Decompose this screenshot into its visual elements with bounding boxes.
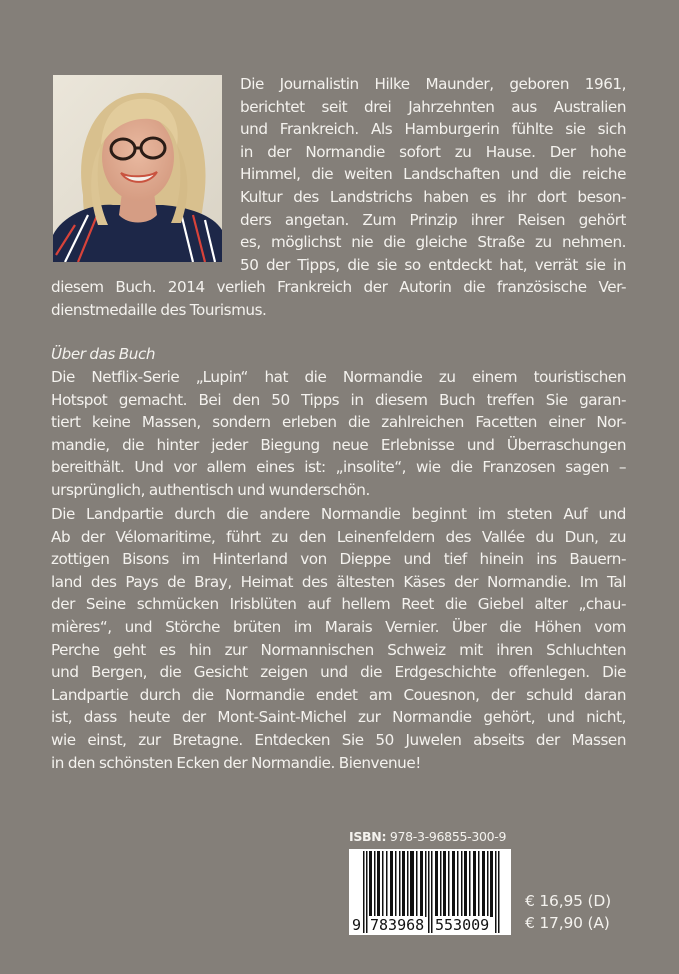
author-bio — [240, 73, 626, 276]
barcode-lead-digit: 9 — [352, 916, 362, 934]
paragraph-line: Perche geht es hin zur Normannischen Schweiz mit ihren Schluchten — [51, 640, 626, 659]
paragraph-line: der Seine schmücken Irisblüten auf hellem Reet die Giebel alter „chau- — [51, 595, 626, 614]
paragraph-line: bereithält. Und vor allem eines ist: „insolite“, wie die Franzosen sagen – — [51, 458, 626, 477]
paragraph-line: und Bergen, die Gesicht zeigen und die Erdgeschichte offenlegen. Die — [51, 663, 626, 682]
paragraph-line: ist, dass heute der Mont-Saint-Michel zur Normandie gehört, und nicht, — [51, 708, 626, 727]
bio-line: 50 der Tipps, die sie so entdeckt hat, verrät sie in — [240, 255, 626, 274]
isbn-line — [349, 829, 506, 844]
bio-line: diesem Buch. 2014 verlieh Frankreich der Autorin die französische Ver- — [51, 278, 626, 296]
about-book-heading: Über das Buch — [51, 345, 156, 363]
author-bio-continued — [51, 276, 626, 321]
paragraph-line: zottigen Bisons im Hinterland von Dieppe und tief hinein ins Bauern- — [51, 550, 626, 569]
bio-line: es, möglichst nie die gleiche Straße zu nehmen. — [240, 233, 626, 252]
paragraph-line: wie einst, zur Bretagne. Entdecken Sie 50 Juwelen abseits der Massen — [51, 730, 626, 749]
author-photo — [53, 75, 222, 262]
bio-line: berichtet seit drei Jahrzehnten aus Australien — [240, 97, 626, 116]
barcode-group-1: 783968 — [370, 916, 425, 934]
barcode-group-2: 553009 — [435, 916, 490, 934]
price-austria: € 17,90 (A) — [525, 914, 610, 932]
prices — [525, 890, 611, 934]
paragraph-line: mandie, die hinter jeder Biegung neue Erlebnisse und Überraschungen — [51, 435, 626, 454]
paragraph-line: Ab der Vélomaritime, führt zu den Leinenfeldern des Vallée du Dun, zu — [51, 527, 626, 546]
bio-line: Kultur des Landstrichs haben es ihr dort beson- — [240, 187, 626, 206]
price-germany: € 16,95 (D) — [525, 892, 611, 910]
paragraph-line: Hotspot gemacht. Bei den 50 Tipps in diesem Buch treffen Sie garan- — [51, 390, 626, 409]
paragraph-line: in den schönsten Ecken der Normandie. Bienvenue! — [51, 753, 421, 772]
paragraph-line: ursprünglich, authentisch und wunderschön. — [51, 480, 370, 499]
isbn-value: 978-3-96855-300-9 — [389, 829, 507, 844]
barcode-digits — [349, 914, 511, 934]
bio-line: in der Normandie sofort zu Hause. Der hohe — [240, 142, 626, 161]
isbn-label: ISBN: — [349, 829, 387, 844]
bio-line: ders angetan. Zum Prinzip ihrer Reisen gehört — [240, 210, 626, 229]
bio-line: Himmel, die weiten Landschaften und die reiche — [240, 165, 626, 184]
paragraph-line: Landpartie durch die Normandie endet am Couesnon, der schuld daran — [51, 685, 626, 704]
paragraph-line: land des Pays de Bray, Heimat des ältesten Käses der Normandie. Im Tal — [51, 572, 626, 591]
paragraph-line: Die Netflix-Serie „Lupin“ hat die Normandie zu einem touristischen — [51, 368, 626, 386]
paragraph-line: tiert keine Massen, sondern erleben die zahlreichen Facetten einer Nor- — [51, 413, 626, 432]
about-book-paragraph-1 — [51, 366, 626, 502]
about-book-paragraph-2 — [51, 503, 626, 774]
bio-line: und Frankreich. Als Hamburgerin fühlte sie sich — [240, 120, 626, 139]
paragraph-line: Die Landpartie durch die andere Normandie beginnt im steten Auf und — [51, 505, 626, 523]
author-portrait-image — [53, 75, 222, 262]
barcode — [349, 849, 511, 935]
paragraph-line: mières“, und Störche brüten im Marais Vernier. Über die Höhen vom — [51, 617, 626, 636]
bio-line: dienstmedaille des Tourismus. — [51, 300, 267, 319]
bio-line: Die Journalistin Hilke Maunder, geboren 1961, — [240, 75, 626, 93]
